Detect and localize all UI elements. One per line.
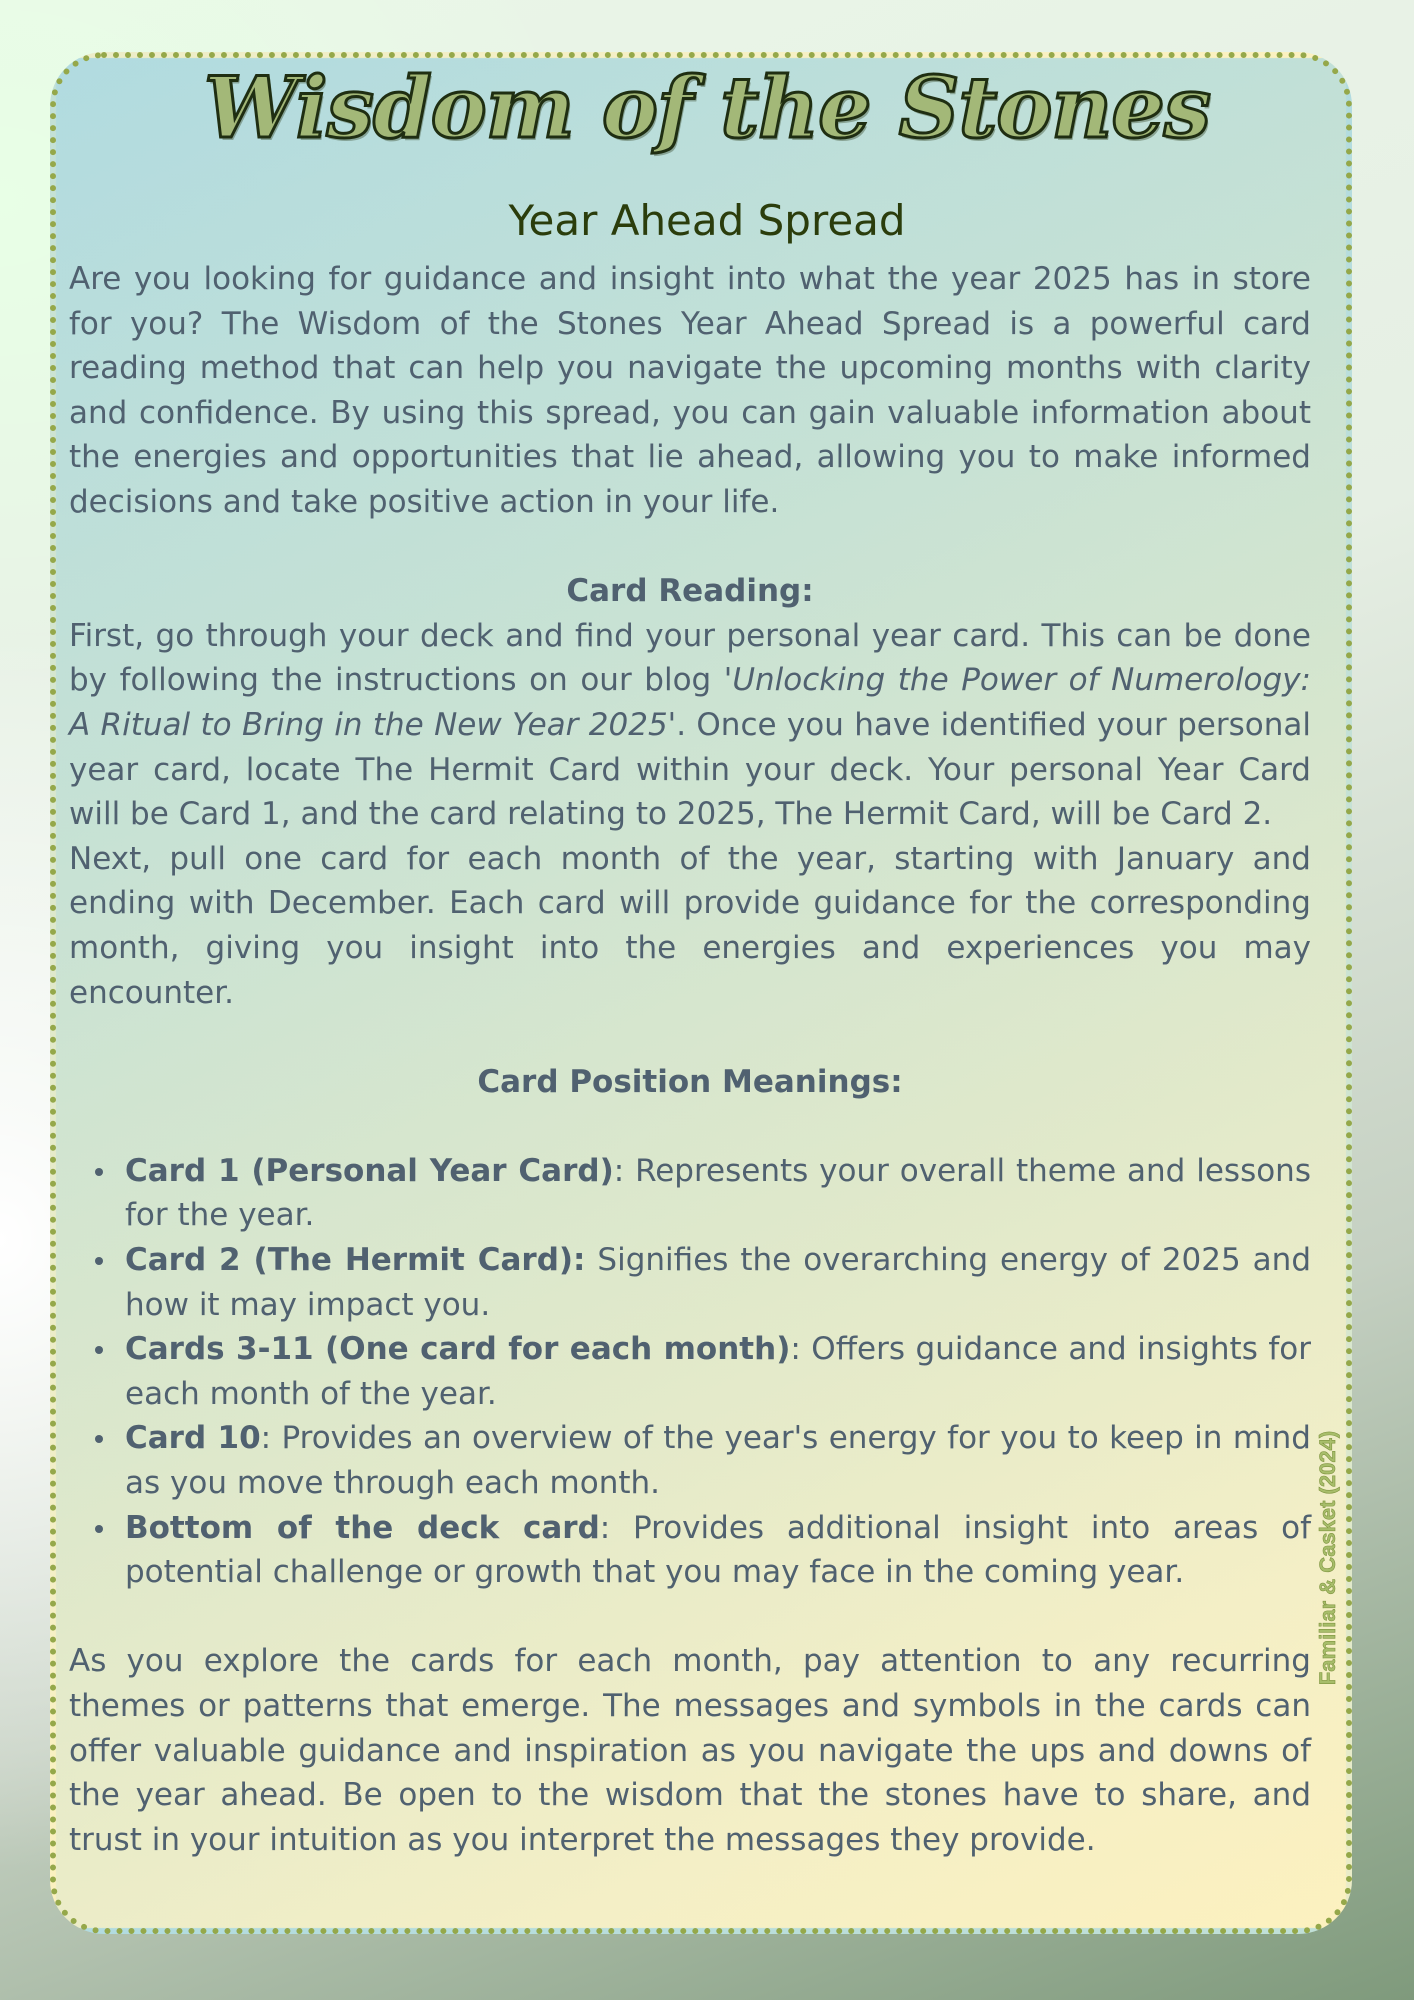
signature-watermark: Familiar & Casket (2024)	[1315, 1430, 1340, 1686]
list-item-label: Card 1 (Personal Year Card)	[125, 1152, 614, 1189]
list-item	[125, 1506, 1311, 1595]
spacer	[69, 1595, 1311, 1640]
blog-title: Unlocking the Power of Numerology: A Ritual to Bring in the New Year 2025	[69, 662, 1311, 743]
card-reading-paragraph-1	[69, 614, 1311, 837]
closing-paragraph: As you explore the cards for each month, pay attention to any recurring themes or patterns that emerge. The messages and symbols in the cards can offer valuable guidance and inspiration as you navigate the ups and downs of the year ahead. Be open to the wisdom that the stones have to share, and trust in your intuition as you interpret the messages they provide.	[69, 1643, 1311, 1858]
main-content	[69, 257, 1311, 1862]
list-item	[125, 1416, 1311, 1505]
list-item	[125, 1149, 1311, 1238]
spacer	[69, 1015, 1311, 1060]
list-item-text: : Provides additional insight into areas of potential challenge or growth that you may face in the coming year.	[125, 1509, 1311, 1591]
list-item-label: Card 2 (The Hermit Card):	[125, 1242, 586, 1279]
list-item-text: Signifies the overarching energy of 2025 and how it may impact you.	[125, 1242, 1312, 1323]
list-item	[125, 1238, 1311, 1327]
list-item-text: : Offers guidance and insights for each month of the year.	[125, 1331, 1311, 1412]
intro-paragraph: Are you looking for guidance and insight into what the year 2025 has in store for you? The Wisdom of the Stones Year Ahead Spread is a powerful card reading method that can help you navigate the upcoming months with clarity and confidence. By using this spread, you can gain valuable information about the energies and opportunities that lie ahead, allowing you to make informed decisions and take positive action in your life.	[69, 261, 1311, 520]
list-item-text: : Represents your overall theme and lessons for the year.	[125, 1152, 1311, 1234]
spacer	[69, 525, 1311, 570]
page-title: Wisdom of the Stones	[203, 58, 1211, 157]
list-item	[125, 1327, 1311, 1416]
card-reading-paragraph-2: Next, pull one card for each month of the year, starting with January and ending with December. Each card will provide guidance for the corresponding month, giving you insight into the energies and experiences you may encounter.	[69, 840, 1311, 1011]
list-item-text: : Provides an overview of the year's energy for you to keep in mind as you move through each month.	[125, 1420, 1311, 1502]
positions-heading: Card Position Meanings:	[477, 1063, 903, 1100]
card-reading-p1-end: '. Once you have identified your personal year card, locate The Hermit Card within your deck. Your personal Year Card will be Card 1, and the card relating to 2025, The Hermit Card, will be Card 2.	[69, 706, 1311, 833]
list-item-label: Card 10	[125, 1420, 261, 1457]
card-reading-p1-start: First, go through your deck and find your personal year card. This can be done by following the instructions on our blog '	[69, 617, 1311, 699]
list-item-label: Bottom of the deck card	[125, 1509, 600, 1546]
list-item-label: Cards 3-11 (One card for each month)	[125, 1331, 791, 1368]
page-subtitle: Year Ahead Spread	[508, 196, 906, 245]
positions-list	[69, 1149, 1311, 1595]
card-reading-heading: Card Reading:	[566, 573, 814, 610]
spacer	[69, 1104, 1311, 1149]
